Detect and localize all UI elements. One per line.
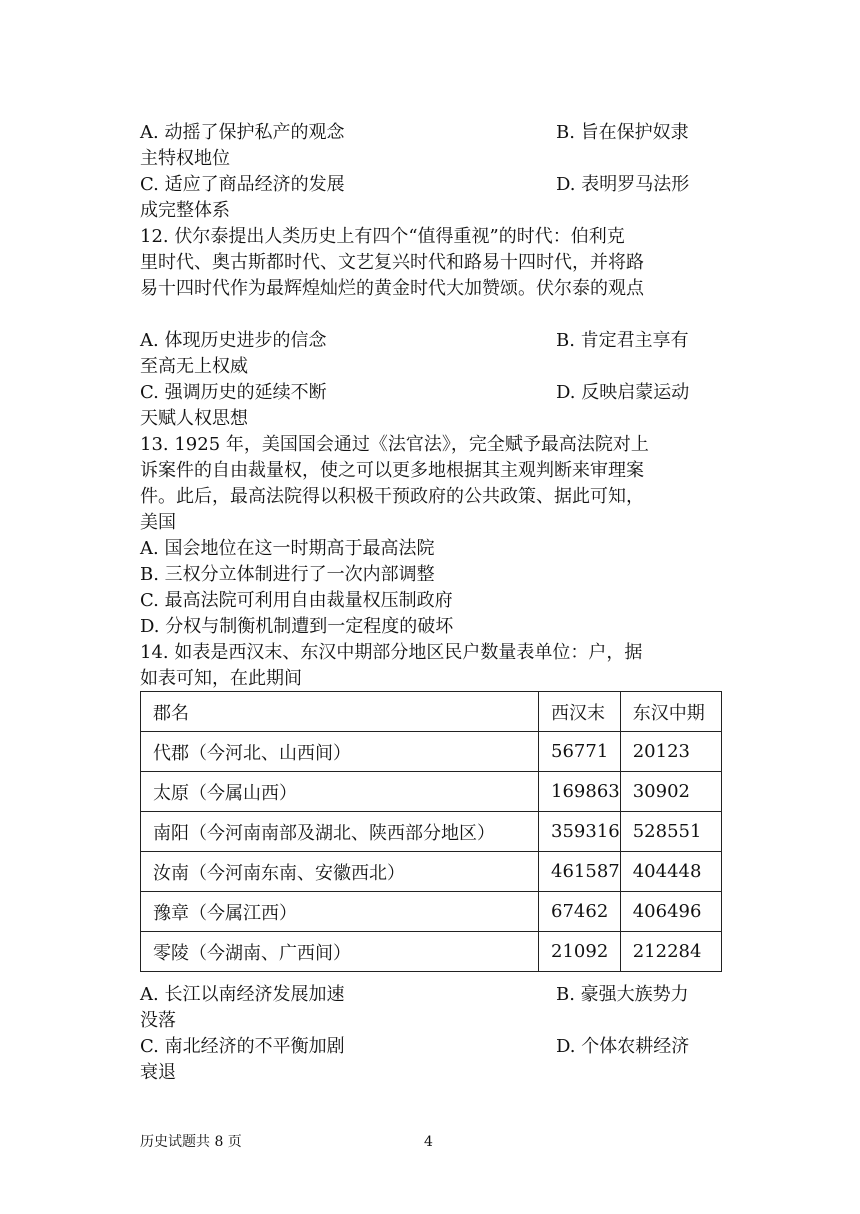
q12-stem-line-1: 12. 伏尔泰提出人类历史上有四个“值得重视”的时代：伯利克 — [140, 226, 625, 247]
footer-text: 历史试题共 8 页 — [140, 1134, 242, 1150]
table-cell: 太原（今属山西） — [141, 772, 539, 812]
q13-stem-line-3: 件。此后，最高法院得以积极干预政府的公共政策、据此可知， — [140, 486, 644, 507]
q13-option-b: B. 三权分立体制进行了一次内部调整 — [140, 564, 435, 585]
table-cell: 汝南（今河南东南、安徽西北） — [141, 852, 539, 892]
q13-option-d: D. 分权与制衡机制遭到一定程度的破坏 — [140, 616, 454, 637]
q11-option-b-continued: 主特权地位 — [140, 148, 230, 169]
q13-stem-line-1: 13. 1925 年，美国国会通过《法官法》，完全赋予最高法院对上 — [140, 434, 649, 455]
q12-option-d-continued: 天赋人权思想 — [140, 408, 248, 429]
table-header-cell: 郡名 — [141, 692, 539, 732]
table-header-cell: 东汉中期 — [620, 692, 721, 732]
table-row — [141, 772, 722, 812]
table-header-row — [141, 692, 722, 732]
q12-option-a: A. 体现历史进步的信念 — [140, 330, 327, 351]
table-cell: 代郡（今河北、山西间） — [141, 732, 539, 772]
q12-option-d: D. 反映启蒙运动 — [556, 382, 690, 403]
q11-option-d-continued: 成完整体系 — [140, 200, 230, 221]
q14-option-c: C. 南北经济的不平衡加剧 — [140, 1036, 345, 1057]
table-row — [141, 812, 722, 852]
q12-stem-line-3: 易十四时代作为最辉煌灿烂的黄金时代大加赞颂。伏尔泰的观点 — [140, 278, 644, 299]
q14-stem-line-2: 如表可知，在此期间 — [140, 668, 302, 689]
q14-option-a: A. 长江以南经济发展加速 — [140, 984, 345, 1005]
q13-stem-line-2: 诉案件的自由裁量权，使之可以更多地根据其主观判断来审理案 — [140, 460, 644, 481]
q12-option-b-continued: 至高无上权威 — [140, 356, 248, 377]
table-row — [141, 892, 722, 932]
table-cell: 56771 — [539, 732, 621, 772]
table-row — [141, 932, 722, 972]
q12-option-b: B. 肯定君主享有 — [556, 330, 689, 351]
table-cell: 南阳（今河南南部及湖北、陕西部分地区） — [141, 812, 539, 852]
table-row — [141, 732, 722, 772]
q13-option-c: C. 最高法院可利用自由裁量权压制政府 — [140, 590, 453, 611]
q14-option-b: B. 豪强大族势力 — [556, 984, 689, 1005]
q13-option-a: A. 国会地位在这一时期高于最高法院 — [140, 538, 435, 559]
table-cell: 20123 — [620, 732, 721, 772]
table-cell: 零陵（今湖南、广西间） — [141, 932, 539, 972]
q12-stem-line-2: 里时代、奥古斯都时代、文艺复兴时代和路易十四时代，并将路 — [140, 252, 644, 273]
q11-option-d: D. 表明罗马法形 — [556, 174, 690, 195]
q14-stem-line-1: 14. 如表是西汉末、东汉中期部分地区民户数量表单位：户，据 — [140, 642, 643, 663]
q14-option-b-continued: 没落 — [140, 1010, 176, 1031]
q14-option-d: D. 个体农耕经济 — [556, 1036, 690, 1057]
table-cell: 461587 — [539, 852, 621, 892]
q14-option-d-continued: 衰退 — [140, 1062, 176, 1083]
table-header-cell: 西汉末 — [539, 692, 621, 732]
table-cell: 21092 — [539, 932, 621, 972]
table-row — [141, 852, 722, 892]
page-number: 4 — [424, 1134, 433, 1150]
table-cell: 528551 — [620, 812, 721, 852]
table-cell: 豫章（今属江西） — [141, 892, 539, 932]
table-cell: 212284 — [620, 932, 721, 972]
q11-option-b: B. 旨在保护奴隶 — [556, 122, 689, 143]
household-table — [140, 691, 722, 972]
table-cell: 404448 — [620, 852, 721, 892]
table-cell: 169863 — [539, 772, 621, 812]
table-cell: 406496 — [620, 892, 721, 932]
q11-option-c: C. 适应了商品经济的发展 — [140, 174, 345, 195]
table-cell: 359316 — [539, 812, 621, 852]
table-cell: 30902 — [620, 772, 721, 812]
q12-option-c: C. 强调历史的延续不断 — [140, 382, 327, 403]
q13-stem-line-4: 美国 — [140, 512, 176, 533]
q11-option-a: A. 动摇了保护私产的观念 — [140, 122, 345, 143]
table-cell: 67462 — [539, 892, 621, 932]
